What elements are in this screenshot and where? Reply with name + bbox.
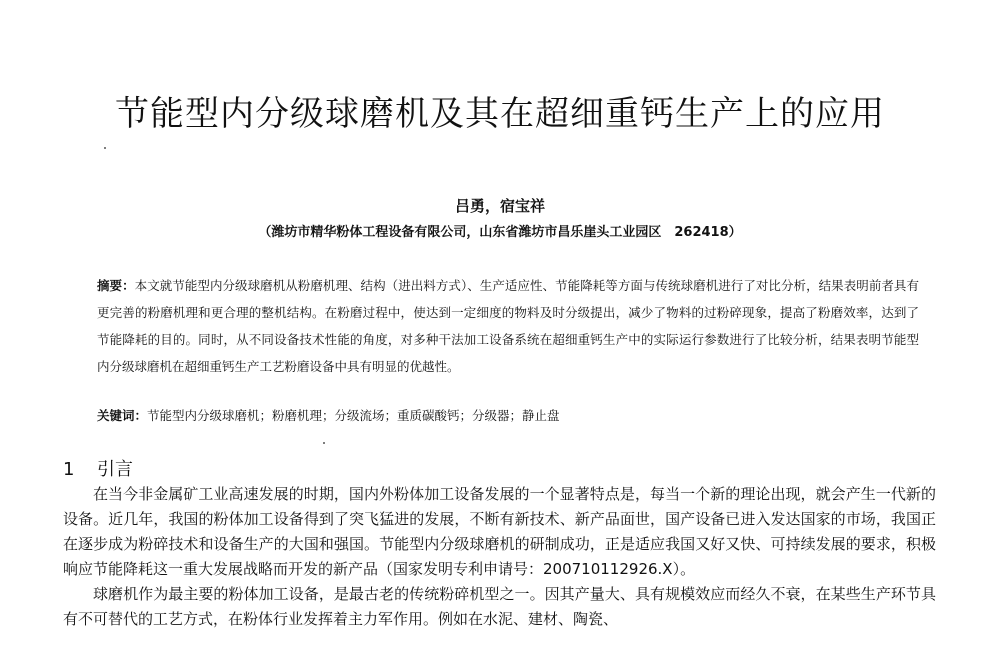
- abstract: [97, 272, 919, 380]
- body-paragraph: 球磨机作为最主要的粉体加工设备，是最古老的传统粉碎机型之一。因其产量大、具有规模效应而经久不衰，在某些生产环节具有不可替代的工艺方式，在粉体行业发挥着主力军作用。例如在水泥、建材、陶瓷、: [63, 585, 936, 628]
- body-paragraph: 在当今非金属矿工业高速发展的时期，国内外粉体加工设备发展的一个显著特点是，每当一个新的理论出现，就会产生一代新的设备。近几年，我国的粉体加工设备得到了突飞猛进的发展，不断有新技术、新产品面世，国产设备已进入发达国家的市场，我国正在逐步成为粉碎技术和设备生产的大国和强国。节能型内分级球磨机的研制成功，正是适应我国又好又快、可持续发展的要求，积极响应节能降耗这一重大发展战略而开发的新产品（国家发明专利申请号：200710112926.X）。: [63, 485, 936, 578]
- keywords-label: 关键词：: [97, 408, 148, 423]
- scan-speck: [323, 442, 325, 444]
- author-affiliation: （潍坊市精华粉体工程设备有限公司，山东省潍坊市昌乐崖头工业园区 262418）: [258, 225, 742, 240]
- abstract-text: 本文就节能型内分级球磨机从粉磨机理、结构（进出料方式）、生产适应性、节能降耗等方面与传统球磨机进行了对比分析，结果表明前者具有更完善的粉磨机理和更合理的整机结构。在粉磨过程中，使达到一定细度的物料及时分级提出，减少了物料的过粉碎现象，提高了粉磨效率，达到了节能降耗的目的。同时，从不同设备技术性能的角度，对多种干法加工设备系统在超细重钙生产中的实际运行参数进行了比较分析，结果表明节能型内分级球磨机在超细重钙生产工艺粉磨设备中具有明显的优越性。: [97, 278, 919, 374]
- paper-authors: 吕勇，宿宝祥: [454, 197, 545, 215]
- section-heading: [63, 458, 133, 482]
- scan-speck: [104, 147, 106, 149]
- section-number: 1: [63, 459, 75, 480]
- keywords: [97, 406, 919, 426]
- keywords-text: 节能型内分级球磨机；粉磨机理；分级流场；重质碳酸钙；分级器；静止盘: [147, 408, 560, 423]
- section-title: 引言: [97, 459, 133, 480]
- abstract-label: 摘要：: [97, 278, 135, 293]
- section-body: [63, 482, 936, 632]
- paper-title: 节能型内分级球磨机及其在超细重钙生产上的应用: [115, 94, 885, 134]
